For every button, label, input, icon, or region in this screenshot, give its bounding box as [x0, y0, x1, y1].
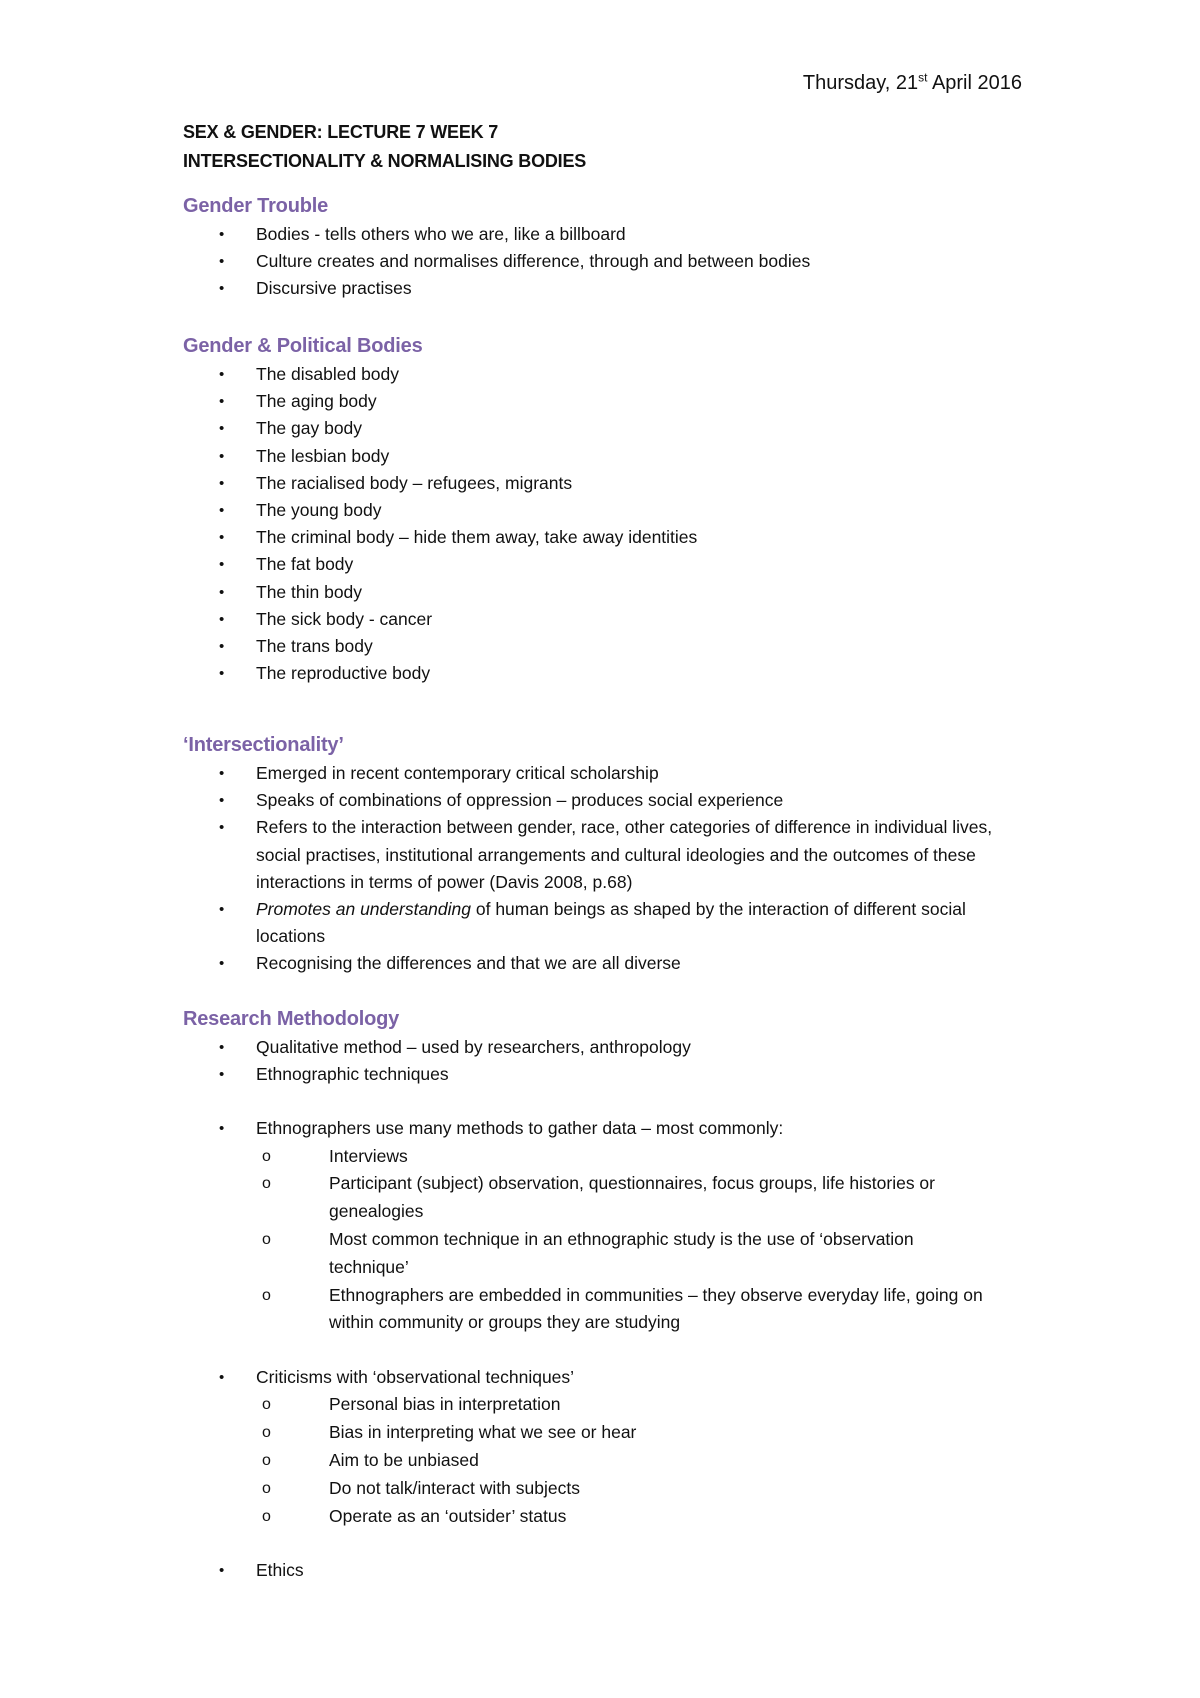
bullet-icon: •	[219, 393, 225, 411]
list-item: • Culture creates and normalises difference, through and between bodies	[183, 248, 810, 275]
bullet-icon: •	[219, 253, 225, 271]
bullet-icon: •	[219, 1039, 225, 1056]
document-title	[183, 118, 586, 176]
bullet-icon: •	[219, 1120, 225, 1138]
list-item: • The reproductive body	[183, 660, 697, 687]
list-item: • Promotes an understanding of human beings as shaped by the interaction of different social locations	[183, 896, 1016, 950]
circle-bullet-icon: o	[262, 1396, 271, 1414]
section-research-methodology	[183, 1006, 989, 1585]
section-intersectionality	[183, 732, 1016, 978]
section-heading: Gender & Political Bodies	[183, 335, 423, 357]
bullet-icon: •	[219, 556, 225, 574]
sub-list-item: o Aim to be unbiased	[256, 1447, 989, 1475]
list-item: • Recognising the differences and that we are all diverse	[183, 950, 1016, 977]
section-political-bodies	[183, 333, 697, 687]
list-item: • Ethics	[183, 1557, 989, 1584]
title-line-1: SEX & GENDER: LECTURE 7 WEEK 7	[183, 122, 499, 142]
circle-bullet-icon: o	[262, 1479, 271, 1497]
bullet-list	[183, 760, 1016, 978]
sub-list-item: o Participant (subject) observation, questionnaires, focus groups, life histories or genealogies	[256, 1170, 989, 1226]
bullet-icon: •	[219, 955, 225, 973]
bullet-icon: •	[219, 610, 225, 628]
list-item: • Bodies - tells others who we are, like a billboard	[183, 221, 810, 248]
bullet-icon: •	[219, 529, 225, 547]
bullet-list	[183, 1034, 989, 1585]
list-item: • Criticisms with ‘observational techniques’ o Personal bias in interpretation o Bias in interpreting what we see or hear o Aim to be unbiased o Do not talk/interact with subjects o Operate as an ‘outsider’ status	[183, 1364, 989, 1530]
circle-bullet-icon: o	[262, 1451, 271, 1469]
list-item: • The thin body	[183, 579, 697, 606]
list-item: • The disabled body	[183, 361, 697, 388]
circle-bullet-icon: o	[262, 1147, 271, 1165]
list-item: • Ethnographic techniques	[183, 1061, 989, 1088]
list-item: • The trans body	[183, 633, 697, 660]
bullet-icon: •	[219, 447, 225, 465]
sub-list-item: o Personal bias in interpretation	[256, 1391, 989, 1419]
list-item: • The fat body	[183, 551, 697, 578]
bullet-icon: •	[219, 638, 225, 656]
circle-bullet-icon: o	[262, 1175, 271, 1193]
circle-bullet-icon: o	[262, 1231, 271, 1248]
sub-list-item: o Operate as an ‘outsider’ status	[256, 1503, 989, 1531]
bullet-icon: •	[219, 502, 225, 520]
list-item: • The aging body	[183, 388, 697, 415]
title-line-2: INTERSECTIONALITY & NORMALISING BODIES	[183, 151, 587, 171]
list-item: • Discursive practises	[183, 275, 810, 302]
bullet-icon: •	[219, 474, 225, 492]
bullet-icon: •	[219, 583, 225, 601]
bullet-icon: •	[219, 819, 225, 837]
circle-bullet-icon: o	[262, 1424, 271, 1442]
sub-list	[256, 1143, 989, 1338]
bullet-icon: •	[219, 765, 225, 782]
list-item: • The sick body - cancer	[183, 606, 697, 633]
circle-bullet-icon: o	[262, 1507, 271, 1525]
bullet-icon: •	[219, 226, 225, 243]
sub-list-item: o Most common technique in an ethnographic study is the use of ‘observation technique’	[256, 1226, 989, 1282]
sub-list-item: o Bias in interpreting what we see or hear	[256, 1419, 989, 1447]
bullet-icon: •	[219, 366, 225, 383]
circle-bullet-icon: o	[262, 1286, 271, 1304]
list-item: • Refers to the interaction between gender, race, other categories of difference in individual lives, social practises, institutional arrangements and cultural ideologies and the outcomes of these interactions in terms of power (Davis 2008, p.68)	[183, 814, 1016, 896]
sub-list	[256, 1391, 989, 1530]
bullet-icon: •	[219, 665, 225, 683]
bullet-icon: •	[219, 901, 225, 919]
bullet-icon: •	[219, 792, 225, 810]
list-item: • The lesbian body	[183, 443, 697, 470]
section-gender-trouble	[183, 193, 810, 303]
list-item: • Emerged in recent contemporary critical scholarship	[183, 760, 1016, 787]
bullet-list	[183, 221, 810, 303]
list-item: • Qualitative method – used by researchers, anthropology	[183, 1034, 989, 1061]
list-item: • The criminal body – hide them away, take away identities	[183, 524, 697, 551]
bullet-icon: •	[219, 280, 225, 298]
bullet-list	[183, 361, 697, 687]
bullet-icon: •	[219, 1066, 225, 1084]
list-item: • The gay body	[183, 415, 697, 442]
bullet-icon: •	[219, 1369, 225, 1387]
list-item: • Ethnographers use many methods to gather data – most commonly: o Interviews o Participant (subject) observation, questionnaires, focus groups, life histories or genealogies o Most common technique in an ethnographic study is the use of ‘observation technique’ o Ethnographers are embedded in communities – they observe everyday life, going on within community or groups they are studying	[183, 1115, 989, 1337]
document-date: Thursday, 21st April 2016	[802, 70, 1022, 94]
section-heading: ‘Intersectionality’	[183, 734, 344, 756]
sub-list-item: o Ethnographers are embedded in communities – they observe everyday life, going on within community or groups they are studying	[256, 1282, 989, 1338]
sub-list-item: o Do not talk/interact with subjects	[256, 1475, 989, 1503]
list-item: • Speaks of combinations of oppression – produces social experience	[183, 787, 1016, 814]
list-item: • The young body	[183, 497, 697, 524]
bullet-icon: •	[219, 1562, 225, 1580]
list-item: • The racialised body – refugees, migrants	[183, 470, 697, 497]
bullet-icon: •	[219, 420, 225, 438]
section-heading: Gender Trouble	[183, 195, 329, 217]
section-heading: Research Methodology	[183, 1008, 400, 1030]
sub-list-item: o Interviews	[256, 1143, 989, 1171]
